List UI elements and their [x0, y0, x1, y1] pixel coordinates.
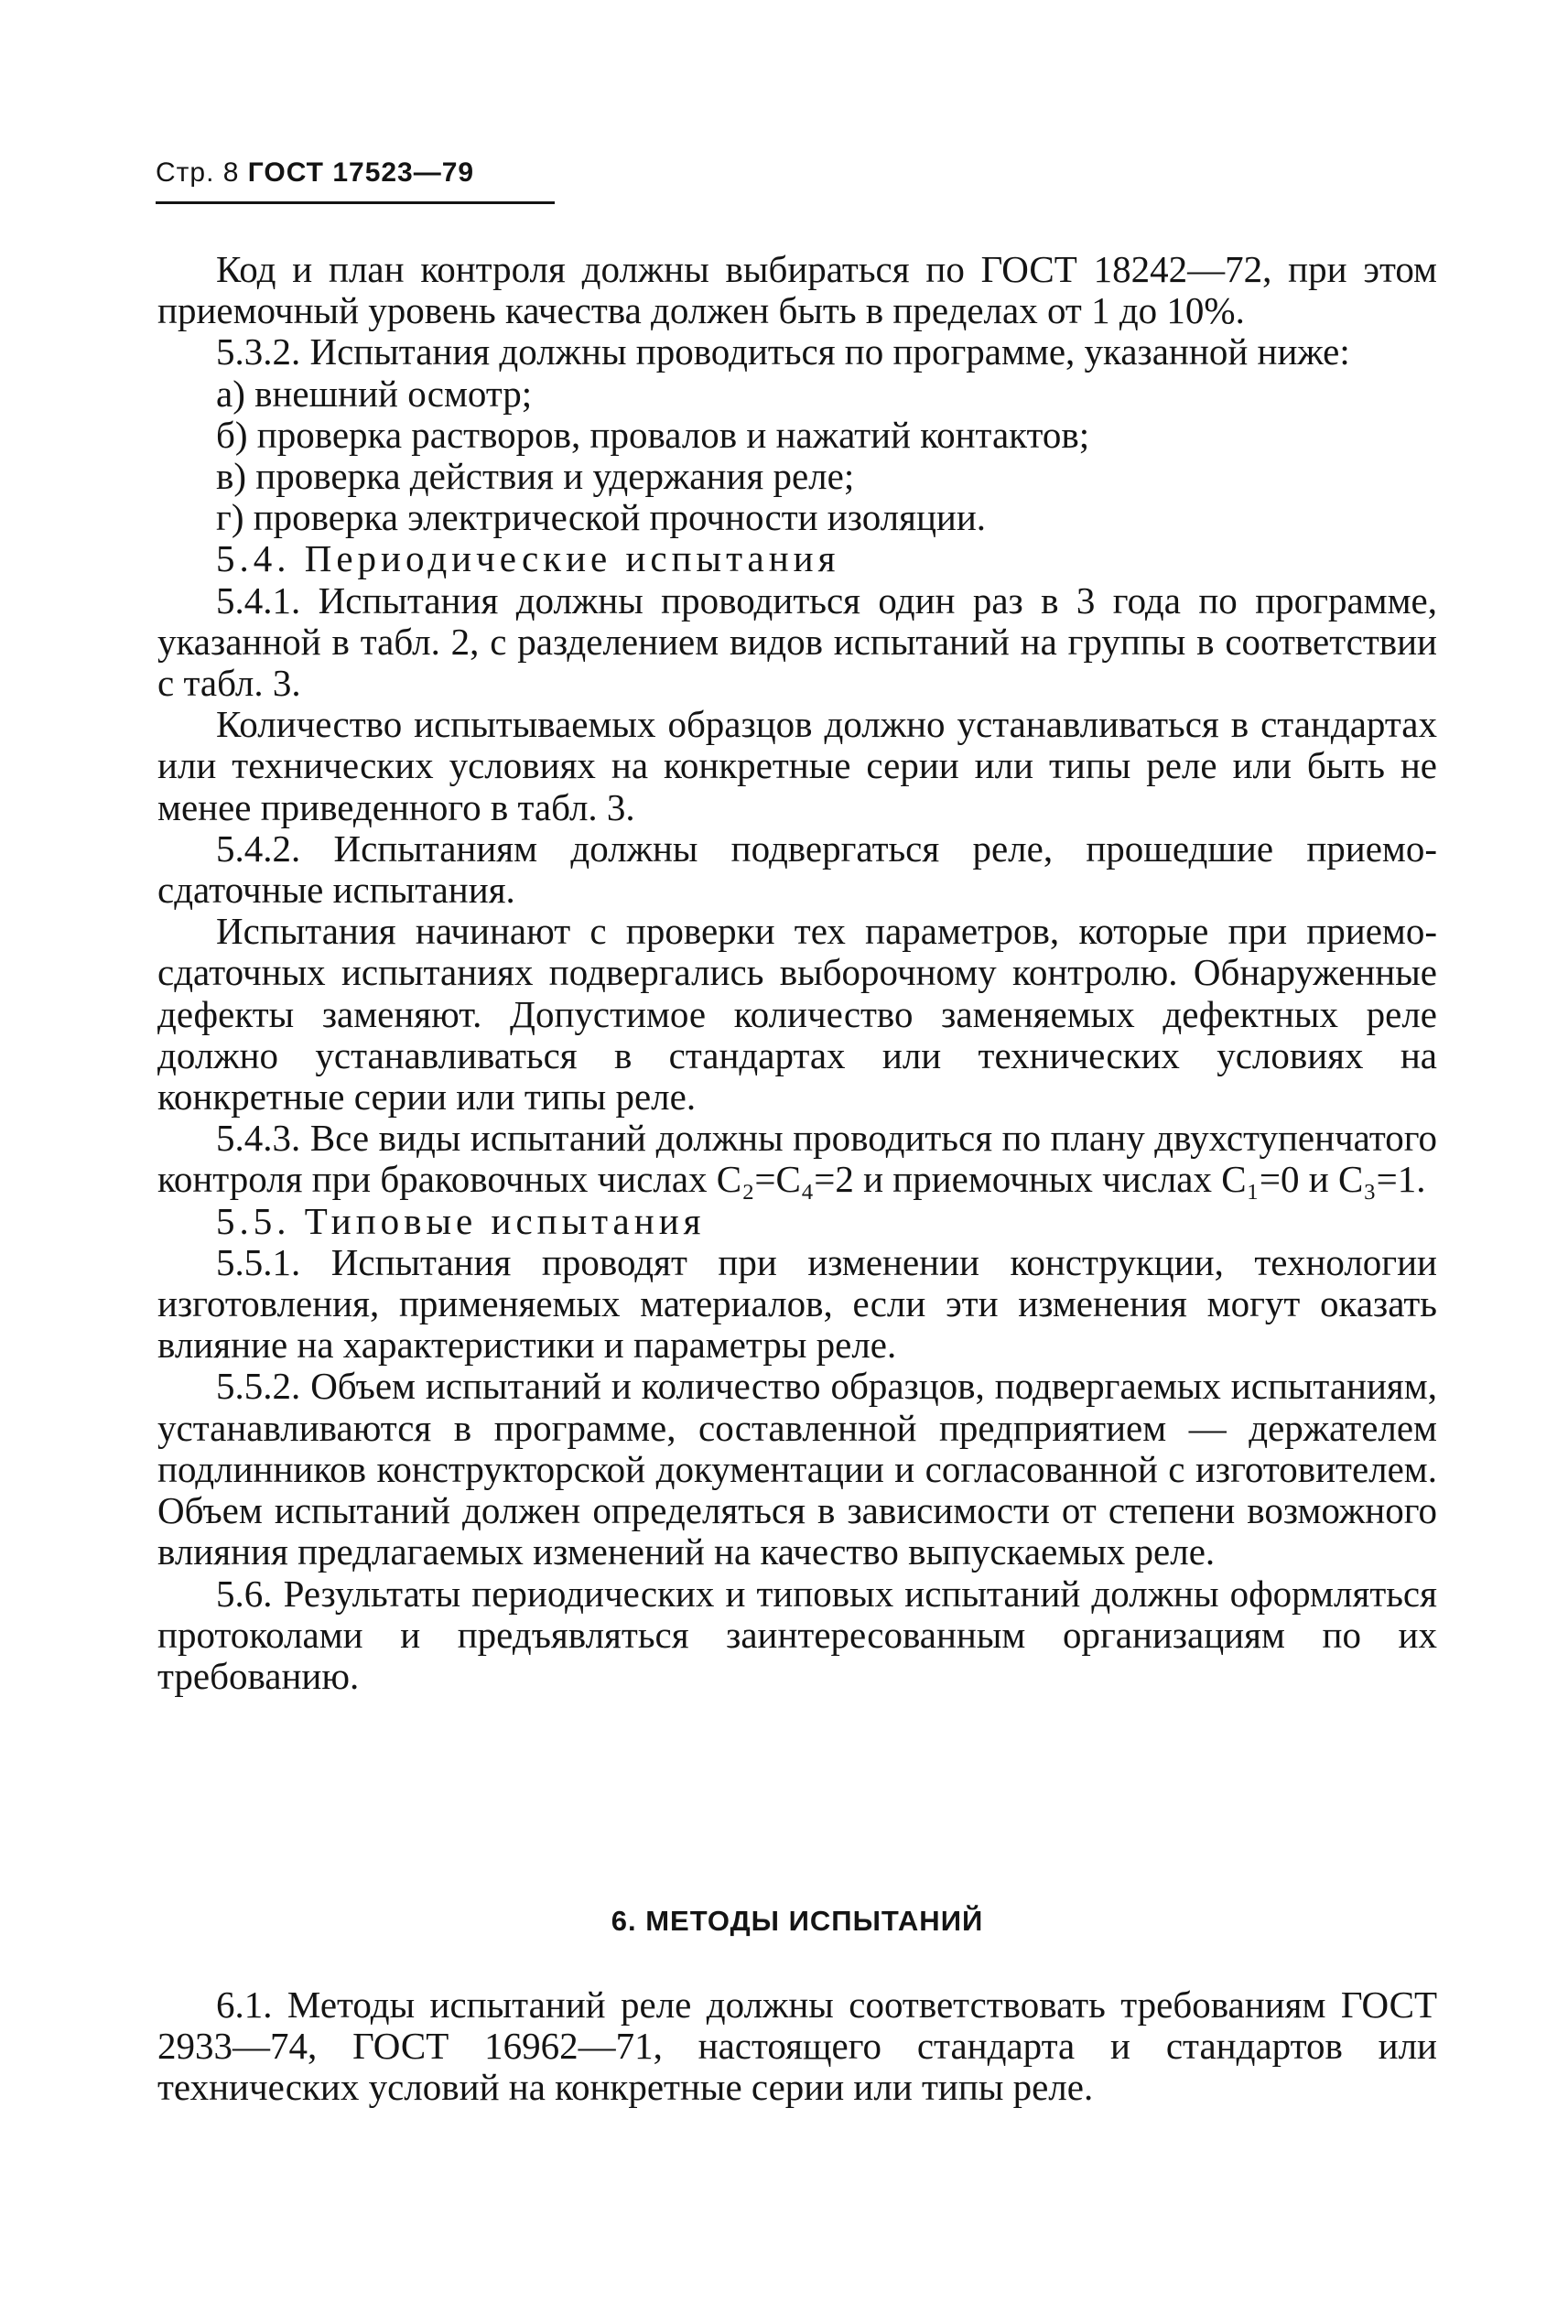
main-text: [157, 249, 1437, 1697]
page-header: [156, 157, 474, 189]
paragraph-5-6: 5.6. Результаты периодических и типовых испытаний должны оформляться протоколами и предъявляться заинтересованным организациям по их требованию.: [157, 1572, 1437, 1697]
paragraph-5-3-2: 5.3.2. Испытания должны проводиться по программе, указанной ниже:: [216, 330, 1350, 373]
page-number: Стр. 8: [156, 157, 240, 188]
heading-5-4: 5.4. Периодические испытания: [216, 537, 840, 580]
paragraph-5-5-1: 5.5.1. Испытания проводят при изменении конструкции, технологии изготовления, применяемых материалов, если эти изменения могут оказать влияние на характеристики и параметры реле.: [157, 1240, 1437, 1367]
paragraph-5-4-2: 5.4.2. Испытаниям должны подвергаться реле, прошедшие приемо-сдаточные испытания.: [157, 827, 1437, 912]
list-item-v: в) проверка действия и удержания реле;: [216, 455, 855, 498]
heading-5-5: 5.5. Типовые испытания: [216, 1199, 706, 1242]
paragraph-test-start: Испытания начинают с проверки тех параметров, которые при приемо-сдаточных испытаниях подвергались выборочному контролю. Обнаруженные дефекты заменяют. Допустимое количество заменяемых дефектных реле должно устанавливаться в стандартах или технических условиях на конкретные серии или типы реле.: [157, 910, 1437, 1119]
list-item-a: а) внешний осмотр;: [216, 372, 533, 415]
section-title-test-methods: 6. МЕТОДЫ ИСПЫТАНИЙ: [611, 1905, 984, 1937]
paragraph-5-4-3: 5.4.3. Все виды испытаний должны проводиться по плану двухступенчатого контроля при браковочных числах C₂=C₄=2 и приемочных числах C₁=0 и C₃=1.: [157, 1117, 1437, 1201]
standard-number: ГОСТ 17523—79: [247, 157, 475, 188]
list-item-b: б) проверка растворов, провалов и нажатий контактов;: [216, 413, 1090, 456]
header-rule: [156, 201, 555, 204]
list-item-g: г) проверка электрической прочности изоляции.: [216, 496, 987, 539]
paragraph-5-4-1: 5.4.1. Испытания должны проводиться один раз в 3 года по программе, указанной в табл. 2, с разделением видов испытаний на группы в соответствии с табл. 3.: [157, 578, 1437, 705]
paragraph-control-plan: Код и план контроля должны выбираться по ГОСТ 18242—72, при этом приемочный уровень качества должен быть в пределах от 1 до 10%.: [157, 248, 1437, 332]
paragraph-sample-count: Количество испытываемых образцов должно устанавливаться в стандартах или технических условиях на конкретные серии или типы реле или быть не менее приведенного в табл. 3.: [157, 703, 1437, 828]
paragraph-6-1: 6.1. Методы испытаний реле должны соответствовать требованиям ГОСТ 2933—74, ГОСТ 16962—71, настоящего стандарта и стандартов или технических условий на конкретные серии или типы реле.: [157, 1984, 1437, 2109]
paragraph-5-5-2: 5.5.2. Объем испытаний и количество образцов, подвергаемых испытаниям, устанавливаются в программе, составленной предприятием — держателем подлинников конструкторской документации и согласованной с изготовителем. Объем испытаний должен определяться в зависимости от степени возможного влияния предлагаемых изменений на качество выпускаемых реле.: [157, 1365, 1437, 1573]
section-6-text: [157, 1984, 1437, 2109]
